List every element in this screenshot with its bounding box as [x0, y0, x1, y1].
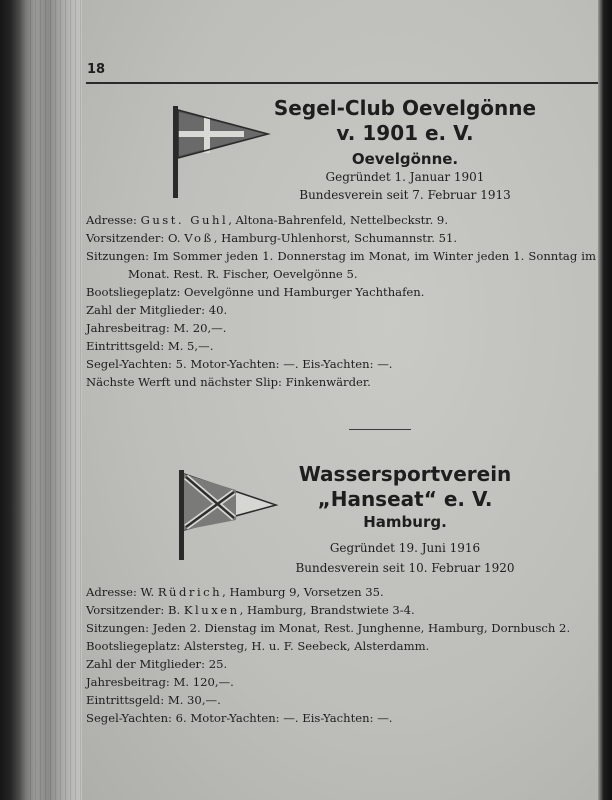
entry-fee-line: Eintrittsgeld: M. 5,—. — [86, 339, 214, 353]
chair-line: Vorsitzender: O. Voß, Hamburg-Uhlenhorst, Schumannstr. 51. — [86, 231, 458, 245]
members-line: Zahl der Mitglieder: 40. — [86, 303, 228, 317]
berth-line: Bootsliegeplatz: Oevelgönne und Hamburger Yachthafen. — [86, 285, 425, 299]
annual-fee-line: Jahresbeitrag: M. 120,—. — [86, 675, 234, 689]
address-line: Adresse: Gust. Guhl, Altona-Bahrenfeld, Nettelbeckstr. 9. — [86, 213, 448, 227]
club-title-2b: „Hanseat“ e. V. — [317, 487, 493, 511]
club-place-2: Hamburg. — [363, 513, 447, 531]
club-place-1: Oevelgönne. — [351, 150, 459, 168]
annual-fee-line: Jahresbeitrag: M. 20,—. — [86, 321, 227, 335]
meetings-line: Sitzungen: Jeden 2. Dienstag im Monat, Rest. Junghenne, Hamburg, Dornbusch 2. — [86, 621, 571, 635]
berth-line: Bootsliegeplatz: Alstersteg, H. u. F. Seebeck, Alsterdamm. — [86, 639, 430, 653]
header-rule — [86, 82, 598, 84]
club-title-1: Segel-Club Oevelgönne — [273, 96, 537, 120]
club-details-1 — [86, 211, 596, 391]
club-title-1b: v. 1901 e. V. — [336, 121, 474, 145]
next-page-edge — [598, 0, 612, 800]
entry-fee-line: Eintrittsgeld: M. 30,—. — [86, 693, 221, 707]
chair-line: Vorsitzender: B. Kluxen, Hamburg, Brandstwiete 3-4. — [86, 603, 415, 617]
section-divider — [349, 429, 411, 430]
yachts-line: Segel-Yachten: 5. Motor-Yachten: —. Eis-Yachten: —. — [86, 357, 393, 371]
federation-2: Bundesverein seit 10. Februar 1920 — [295, 561, 515, 575]
address-line: Adresse: W. Rüdrich, Hamburg 9, Vorsetzen 35. — [86, 585, 384, 599]
page-edges — [30, 0, 82, 800]
founded-1: Gegründet 1. Januar 1901 — [325, 170, 485, 184]
club-details-2 — [86, 583, 596, 727]
page-number: 18 — [87, 62, 106, 77]
club-title-2: Wassersportverein — [298, 462, 512, 486]
yachts-line: Segel-Yachten: 6. Motor-Yachten: —. Eis-Yachten: —. — [86, 711, 393, 725]
members-line: Zahl der Mitglieder: 25. — [86, 657, 228, 671]
shipyard-line: Nächste Werft und nächster Slip: Finkenwärder. — [86, 375, 371, 389]
meetings-line: Sitzungen: Im Sommer jeden 1. Donnerstag im Monat, im Winter jeden 1. Sonntag im Monat. Rest. R. Fischer, Oevelgönne 5. — [86, 249, 596, 281]
federation-1: Bundesverein seit 7. Februar 1913 — [299, 188, 511, 202]
founded-2: Gegründet 19. Juni 1916 — [329, 541, 481, 555]
